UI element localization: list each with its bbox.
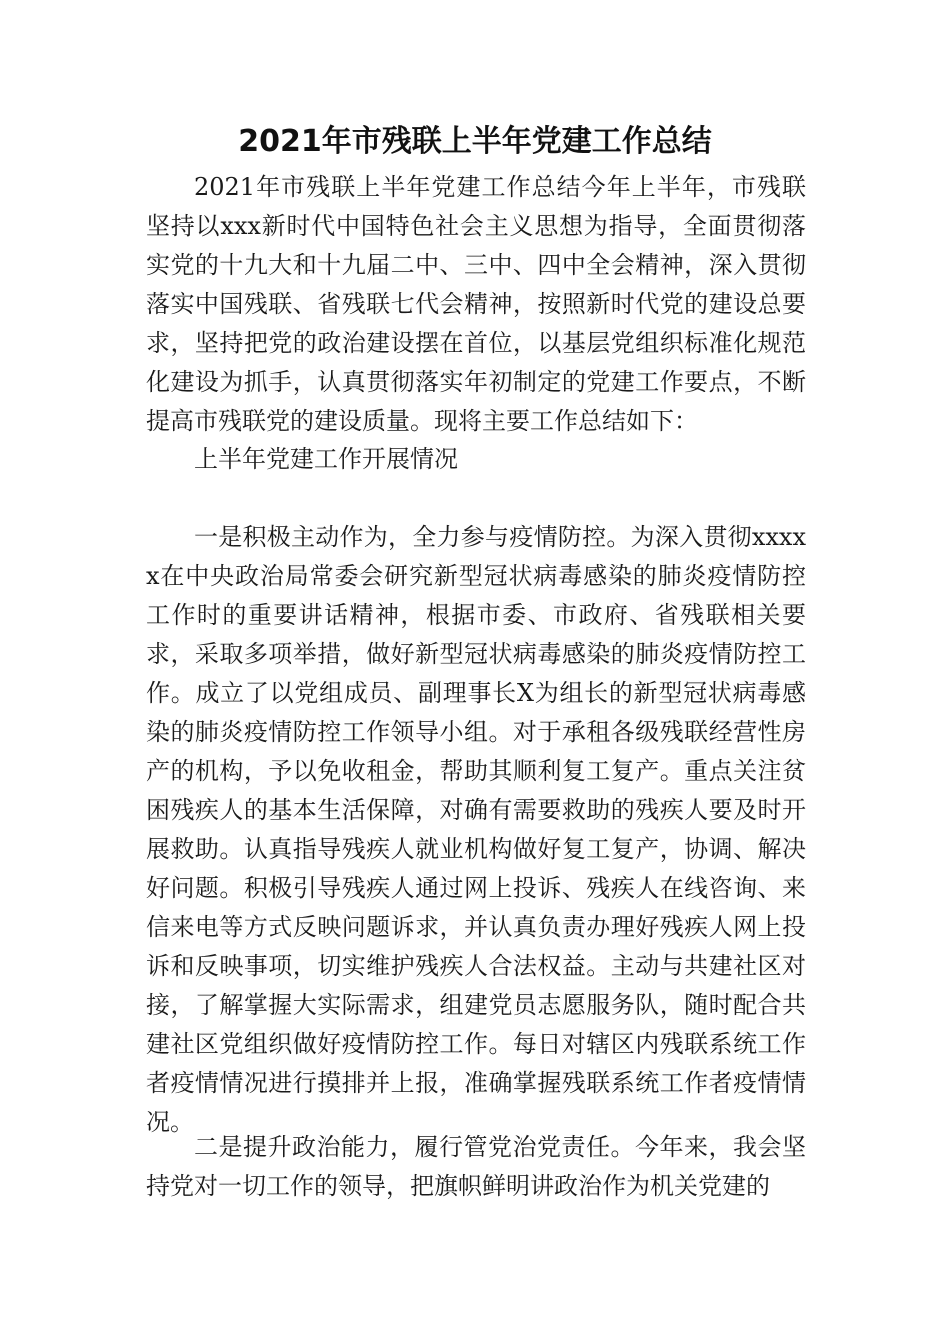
paragraph-epidemic-control: 一是积极主动作为，全力参与疫情防控。为深入贯彻xxxxx在中央政治局常委会研究新型冠状病毒感染的肺炎疫情防控工作时的重要讲话精神，根据市委、市政府、省残联相关要求，采取多项举措，做好新型冠状病毒感染的肺炎疫情防控工作。成立了以党组成员、副理事长X为组长的新型冠状病毒感染的肺炎疫情防控工作领导小组。对于承租各级残联经营性房产的机构，予以免收租金，帮助其顺利复工复产。重点关注贫困残疾人的基本生活保障，对确有需要救助的残疾人要及时开展救助。认真指导残疾人就业机构做好复工复产，协调、解决好问题。积极引导残疾人通过网上投诉、残疾人在线咨询、来信来电等方式反映问题诉求，并认真负责办理好残疾人网上投诉和反映事项，切实维护残疾人合法权益。主动与共建社区对接，了解掌握大实际需求，组建党员志愿服务队，随时配合共建社区党组织做好疫情防控工作。每日对辖区内残联系统工作者疫情情况进行摸排并上报，准确掌握残联系统工作者疫情情况。 (146, 523, 806, 1136)
paragraph-political-capacity: 二是提升政治能力，履行管党治党责任。今年来，我会坚持党对一切工作的领导，把旗帜鲜明讲政治作为机关党建的 (146, 1133, 806, 1200)
document-title: 2021年市残联上半年党建工作总结 (238, 124, 712, 159)
section-heading: 上半年党建工作开展情况 (194, 445, 458, 473)
intro-paragraph: 2021年市残联上半年党建工作总结今年上半年，市残联坚持以xxx新时代中国特色社会主义思想为指导，全面贯彻落实党的十九大和十九届二中、三中、四中全会精神，深入贯彻落实中国残联、省残联七代会精神，按照新时代党的建设总要求，坚持把党的政治建设摆在首位，以基层党组织标准化规范化建设为抓手，认真贯彻落实年初制定的党建工作要点，不断提高市残联党的建设质量。现将主要工作总结如下： (146, 173, 806, 435)
